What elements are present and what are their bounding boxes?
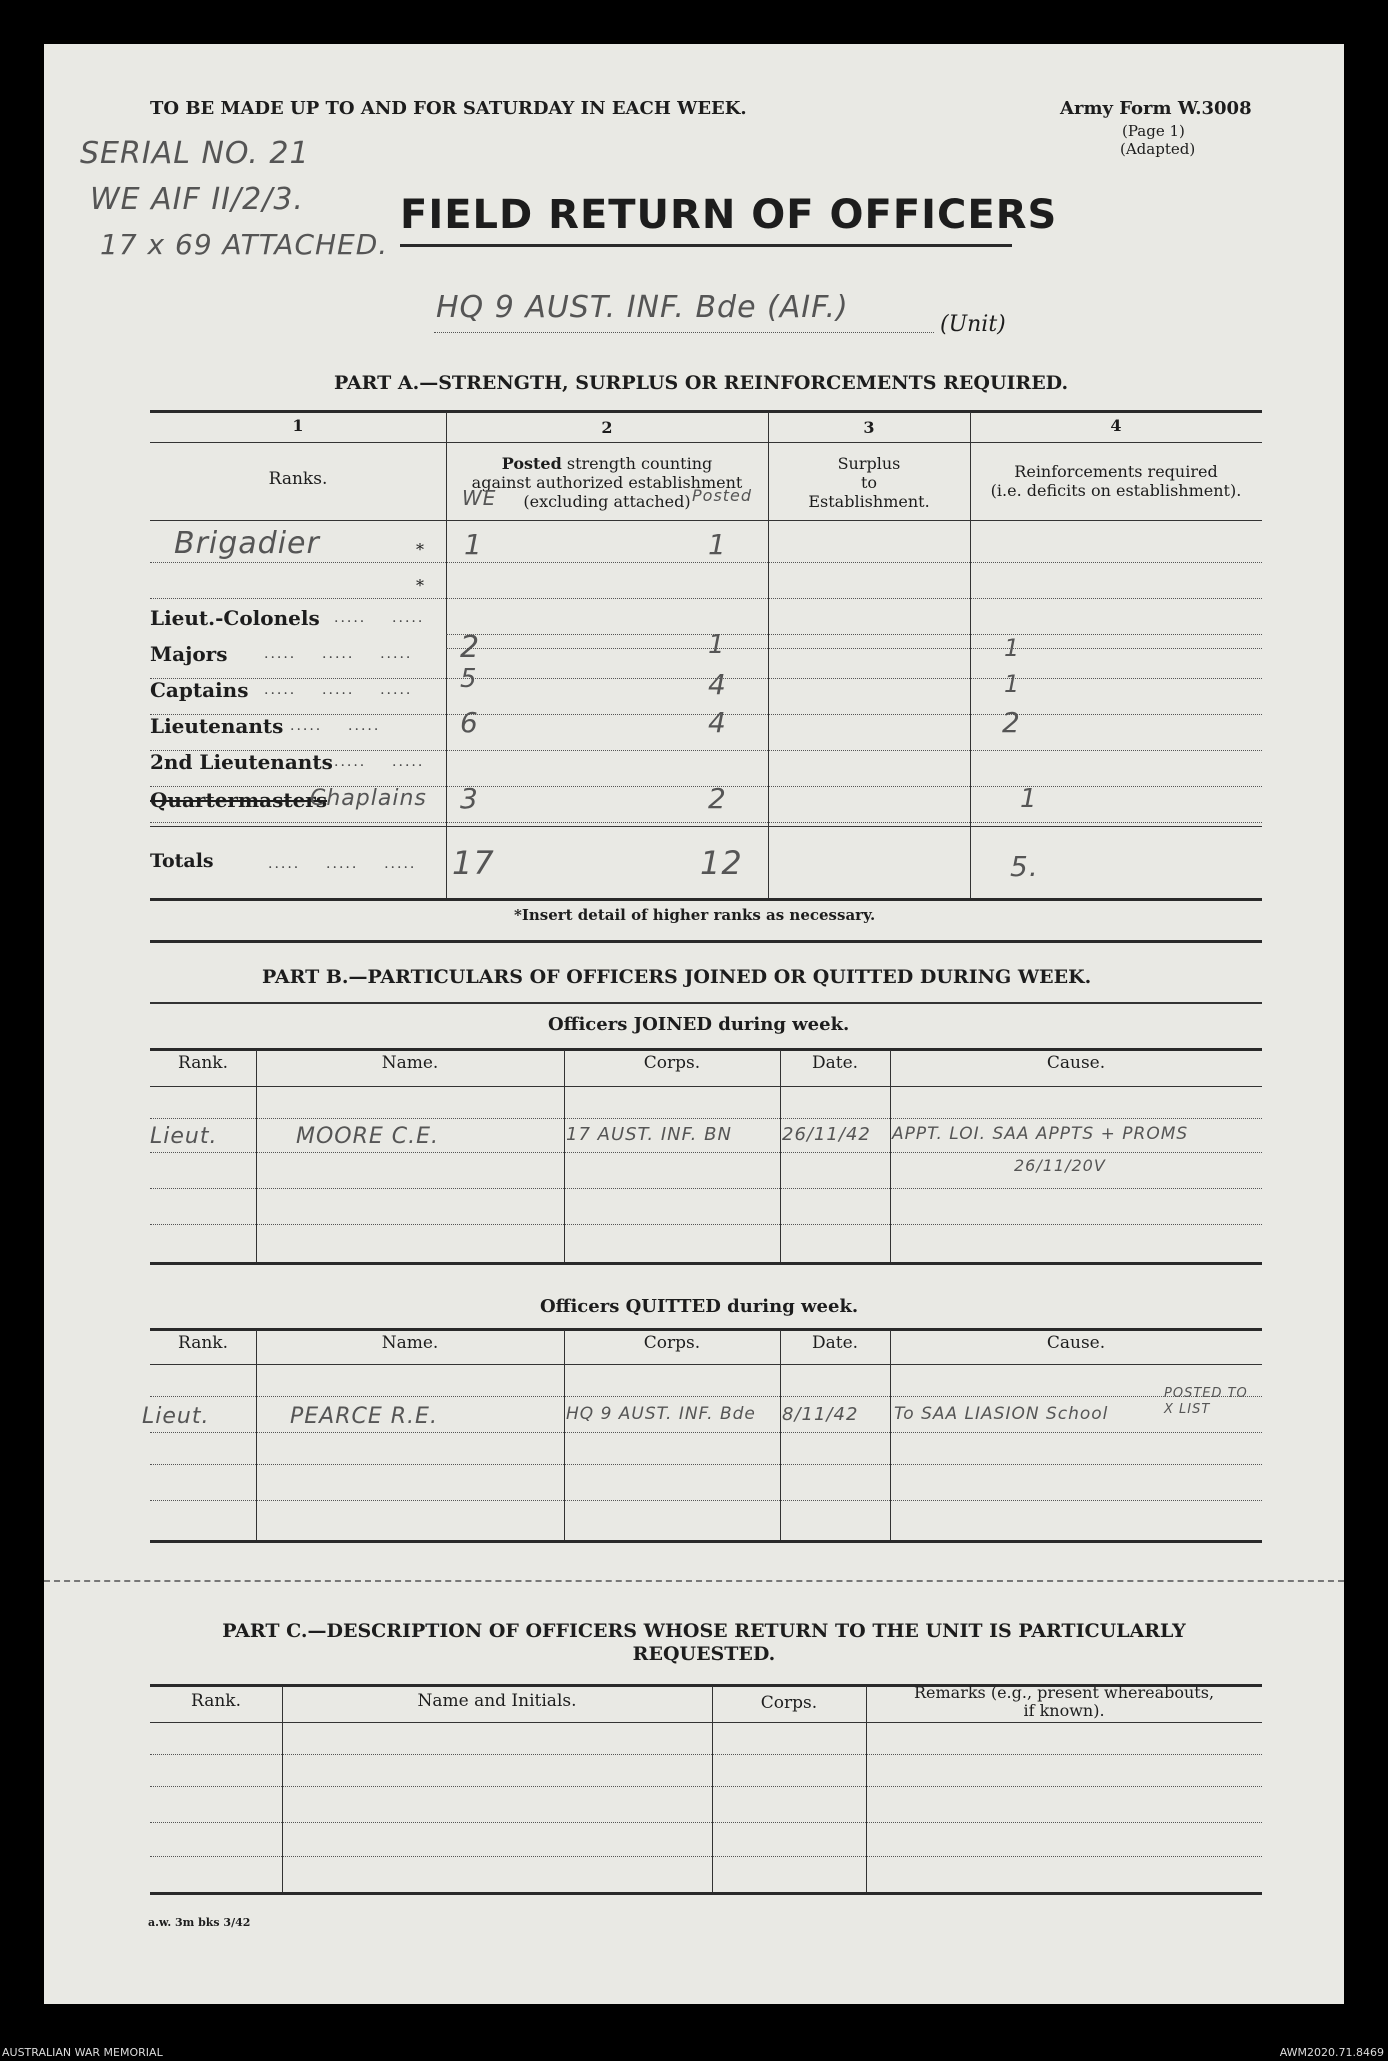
dots-lieutenants: ..... .....	[290, 718, 381, 734]
part-c-header-remarks	[866, 1684, 1262, 1720]
footer-accession: AWM2020.71.8469	[1279, 2046, 1384, 2059]
part-a-title: PART A.—STRENGTH, SURPLUS OR REINFORCEMENTS REQUIRED.	[334, 372, 1069, 394]
part-c-title-line2: REQUESTED.	[632, 1643, 776, 1665]
joined-name: MOORE C.E.	[296, 1124, 440, 1149]
part-c-header-remarks-2: if known).	[1023, 1701, 1105, 1720]
header-posted-line3: (excluding attached)	[523, 492, 691, 511]
unit-value: HQ 9 AUST. INF. Bde (AIF.)	[436, 290, 849, 325]
col-number-4: 4	[1110, 416, 1122, 435]
note-attached: 17 x 69 ATTACHED.	[100, 228, 389, 261]
subheader-we: WE	[462, 486, 497, 510]
row1-we: 1	[464, 528, 483, 561]
part-c-header-remarks-1: Remarks (e.g., present whereabouts,	[913, 1683, 1215, 1702]
form-sheet	[44, 44, 1344, 2004]
totals-we: 17	[452, 844, 495, 882]
rank-2nd-lieutenants: 2nd Lieutenants	[150, 750, 333, 774]
quitted-corps: HQ 9 AUST. INF. Bde	[566, 1404, 756, 1424]
unit-label: (Unit)	[940, 312, 1006, 337]
part-c-header-rank: Rank.	[191, 1691, 241, 1711]
quitted-header-cause: Cause.	[1046, 1333, 1106, 1353]
part-a-footnote: *Insert detail of higher ranks as necessary.	[514, 906, 876, 924]
row-qm-reinf: 1	[1020, 784, 1038, 814]
joined-header-rank: Rank.	[178, 1053, 228, 1073]
joined-title: Officers JOINED during week.	[548, 1014, 850, 1035]
row1-posted: 1	[708, 528, 727, 561]
dots-captains: ..... ..... .....	[264, 682, 413, 698]
col-number-3: 3	[863, 418, 875, 437]
joined-header-name: Name.	[381, 1053, 439, 1073]
quitted-cause-note: POSTED TO X LIST	[1164, 1386, 1248, 1417]
joined-cause-date: 26/11/20V	[1014, 1156, 1106, 1175]
joined-header-corps: Corps.	[643, 1053, 701, 1073]
header-posted-rest: strength counting	[561, 454, 713, 473]
joined-header-date: Date.	[811, 1053, 859, 1073]
quitted-title: Officers QUITTED during week.	[540, 1296, 859, 1317]
col-number-1: 1	[292, 416, 304, 435]
page-title: FIELD RETURN OF OFFICERS	[400, 192, 1058, 238]
quitted-header-corps: Corps.	[643, 1333, 701, 1353]
dots-majors: ..... ..... .....	[264, 646, 413, 662]
row-captains-reinf: 1	[1004, 670, 1021, 698]
rank-captains: Captains	[150, 678, 249, 702]
part-c-header-corps: Corps.	[760, 1693, 818, 1713]
row-majors-posted: 1	[708, 630, 726, 660]
joined-corps: 17 AUST. INF. BN	[566, 1124, 732, 1145]
joined-date: 26/11/42	[782, 1124, 871, 1145]
totals-label: Totals	[150, 850, 214, 872]
header-surplus-3: Establishment.	[808, 492, 930, 511]
row1-star: *	[416, 540, 424, 559]
totals-posted: 12	[700, 844, 743, 882]
dots-lt-colonels: ..... .....	[334, 610, 425, 626]
part-b-title: PART B.—PARTICULARS OF OFFICERS JOINED OR QUITTED DURING WEEK.	[262, 966, 1092, 988]
form-adapted: (Adapted)	[1120, 140, 1196, 158]
header-surplus-1: Surplus	[837, 454, 901, 473]
quitted-rank: Lieut.	[142, 1404, 210, 1429]
rank-lt-colonels: Lieut.-Colonels	[150, 606, 320, 630]
header-surplus-2: to	[860, 473, 878, 492]
form-page: (Page 1)	[1122, 122, 1185, 140]
rank-quartermasters: Quartermasters	[150, 788, 328, 812]
row-captains-we: 5	[460, 664, 478, 694]
joined-cause: APPT. LOI. SAA APPTS + PROMS	[892, 1124, 1189, 1144]
header-reinf-1: Reinforcements required	[1014, 462, 1218, 481]
rank-majors: Majors	[150, 642, 228, 666]
dots-totals: ..... ..... .....	[268, 856, 417, 872]
row-qm-we: 3	[460, 782, 479, 815]
part-c-header-name: Name and Initials.	[417, 1691, 577, 1711]
header-reinf-2: (i.e. deficits on establishment).	[990, 481, 1242, 500]
row-majors-reinf: 1	[1004, 634, 1021, 662]
quitted-cause: To SAA LIASION School	[894, 1404, 1109, 1424]
joined-header-cause: Cause.	[1046, 1053, 1106, 1073]
row-lieutenants-we: 6	[460, 706, 479, 739]
row2-star: *	[416, 576, 424, 595]
row-lieutenants-reinf: 2	[1002, 706, 1021, 739]
quitted-header-date: Date.	[811, 1333, 859, 1353]
header-surplus	[768, 454, 970, 511]
totals-reinf: 5.	[1010, 850, 1039, 883]
rank-chaplains: Chaplains	[310, 786, 427, 811]
header-ranks: Ranks.	[268, 469, 328, 489]
note-we: WE AIF II/2/3.	[90, 182, 304, 217]
quitted-header-rank: Rank.	[178, 1333, 228, 1353]
rank-brigadier: Brigadier	[174, 526, 320, 561]
perforation-line	[44, 1580, 1344, 1582]
row-majors-we: 2	[460, 630, 481, 665]
quitted-date: 8/11/42	[782, 1404, 859, 1425]
header-posted-line2: against authorized establishment	[471, 473, 743, 492]
print-code: a.w. 3m bks 3/42	[148, 1916, 251, 1929]
row-captains-posted: 4	[708, 668, 727, 701]
quitted-name: PEARCE R.E.	[290, 1404, 438, 1429]
note-serial: SERIAL NO. 21	[80, 136, 310, 171]
header-reinforcements	[970, 462, 1262, 500]
joined-rank: Lieut.	[150, 1124, 218, 1149]
rank-lieutenants: Lieutenants	[150, 714, 284, 738]
footer-credit: AUSTRALIAN WAR MEMORIAL	[2, 2046, 163, 2059]
top-instruction: TO BE MADE UP TO AND FOR SATURDAY IN EACH WEEK.	[150, 98, 747, 119]
row-lieutenants-posted: 4	[708, 706, 727, 739]
subheader-posted: Posted	[692, 486, 753, 505]
part-c-title	[144, 1620, 1264, 1666]
part-c-title-line1: PART C.—DESCRIPTION OF OFFICERS WHOSE RETURN TO THE UNIT IS PARTICULARLY	[222, 1620, 1186, 1642]
row-qm-posted: 2	[708, 782, 727, 815]
col-number-2: 2	[601, 418, 613, 437]
quitted-header-name: Name.	[381, 1333, 439, 1353]
header-posted-bold: Posted	[501, 454, 562, 473]
dots-2nd-lieutenants: ..... .....	[334, 754, 425, 770]
form-number: Army Form W.3008	[1060, 98, 1252, 119]
